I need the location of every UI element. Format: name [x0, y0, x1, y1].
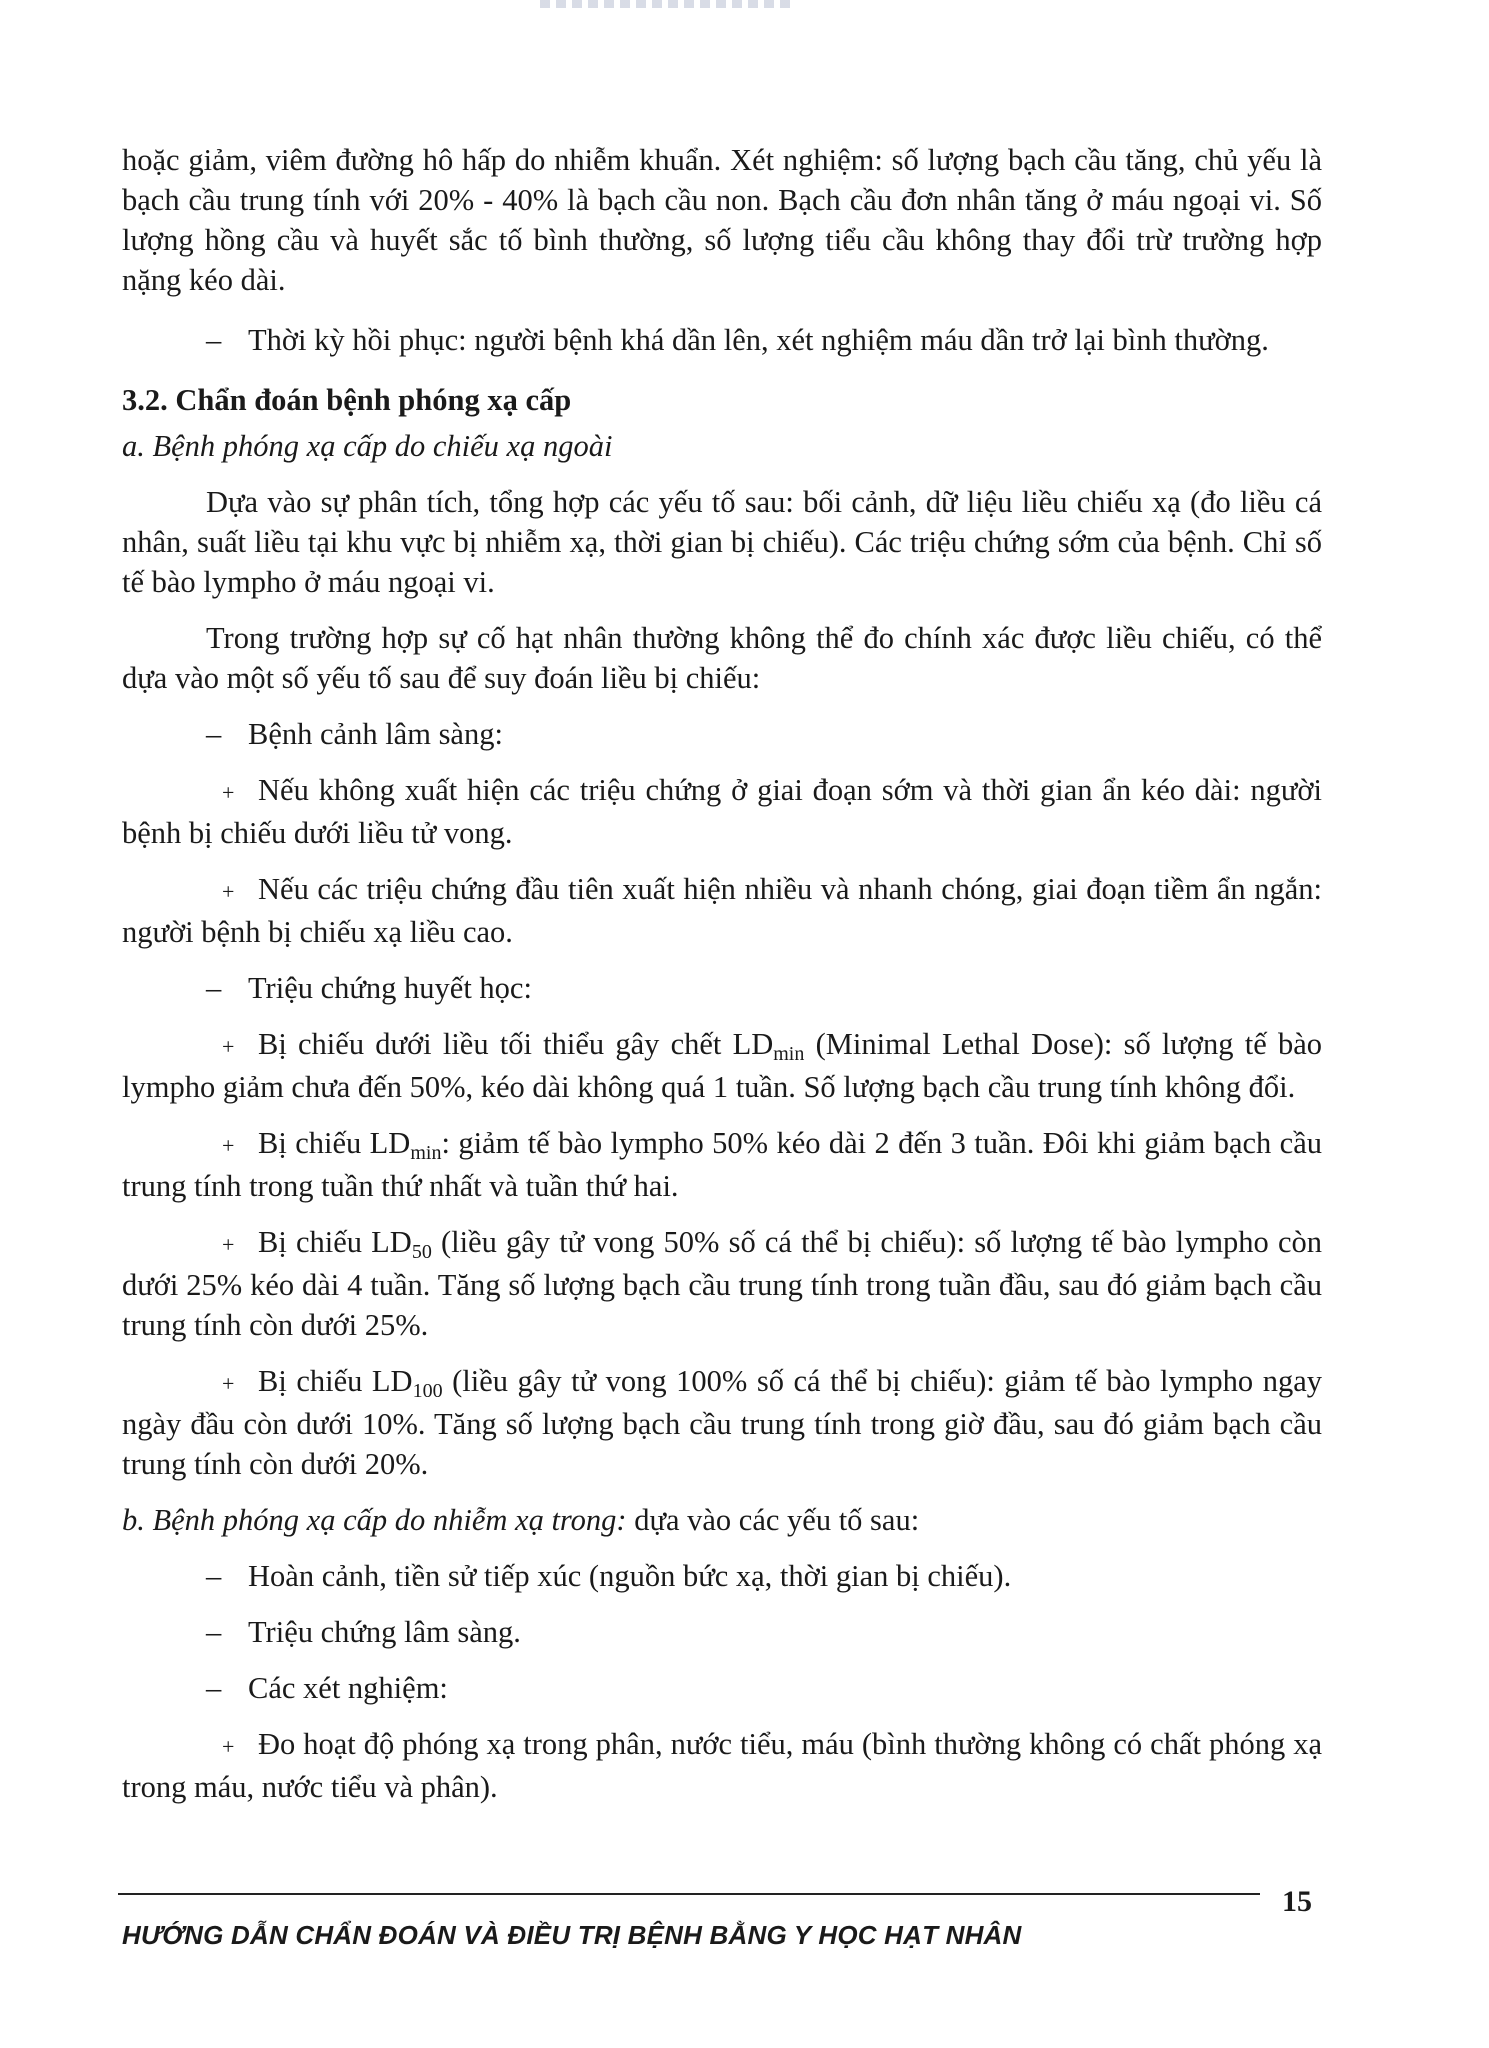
scan-artifact — [540, 0, 790, 8]
list-subitem: + Bị chiếu $LD_{min}$: giảm tế bào lympho 50% kéo dài 2 đến 3 tuần. Đôi khi giảm bạch cầu trung tính trong tuần thứ nhất và tuần thứ hai. — [122, 1126, 1322, 1203]
list-subitem: + Bị chiếu $LD_{100}$ (liều gây tử vong 100% số cá thể bị chiếu): giảm tế bào lympho ngay ngày đầu còn dưới 10%. Tăng số lượng bạch cầu trung tính trong giờ đầu, sau đó giảm bạch cầu trung tính còn dưới 20%. — [122, 1364, 1323, 1481]
list-subitem: + Nếu các triệu chứng đầu tiên xuất hiện nhiều và nhanh chóng, giai đoạn tiềm ẩn ngắn: người bệnh bị chiếu xạ liều cao. — [122, 872, 1322, 949]
paragraph-recovery: – Thời kỳ hồi phục: người bệnh khá dần lên, xét nghiệm máu dần trở lại bình thường. — [122, 320, 1322, 360]
subscript: min — [773, 1043, 805, 1065]
dash-marker: – — [206, 717, 222, 751]
section-heading-3-2: 3.2. Chẩn đoán bệnh phóng xạ cấp — [122, 383, 572, 417]
list-item-history: – Hoàn cảnh, tiền sử tiếp xúc (nguồn bức xạ, thời gian bị chiếu). — [122, 1556, 1322, 1596]
list-subitem: + Nếu không xuất hiện các triệu chứng ở giai đoạn sớm và thời gian ẩn kéo dài: người bệnh bị chiếu dưới liều tử vong. — [122, 773, 1322, 850]
list-subitem: + Bị chiếu $LD_{50}$ (liều gây tử vong 50% số cá thể bị chiếu): số lượng tế bào lympho còn dưới 25% kéo dài 4 tuần. Tăng số lượng bạch cầu trung tính trong tuần đầu, sau đó giảm bạch cầu trung tính còn dưới 25%. — [122, 1225, 1322, 1342]
subheading-a: a. Bệnh phóng xạ cấp do chiếu xạ ngoài — [122, 429, 613, 463]
plus-marker: + — [222, 879, 235, 904]
plus-marker: + — [222, 1034, 235, 1059]
page-body — [122, 140, 1322, 1807]
dash-marker: – — [206, 971, 222, 1005]
list-item-hematology: – Triệu chứng huyết học: — [122, 968, 1322, 1008]
list-item-tests: – Các xét nghiệm: — [122, 1668, 1322, 1708]
dash-marker: – — [206, 1559, 222, 1593]
plus-marker: + — [222, 1734, 235, 1759]
paragraph-1: hoặc giảm, viêm đường hô hấp do nhiễm khuẩn. Xét nghiệm: số lượng bạch cầu tăng, chủ yếu là bạch cầu trung tính với 20% - 40% là bạch cầu non. Bạch cầu đơn nhân tăng ở máu ngoại vi. Số lượng hồng cầu và huyết sắc tố bình thường, số lượng tiểu cầu không thay đổi trừ trường hợp nặng kéo dài. — [122, 143, 1322, 297]
paragraph-incident: Trong trường hợp sự cố hạt nhân thường không thể đo chính xác được liều chiếu, có thể dựa vào một số yếu tố sau để suy đoán liều bị chiếu: — [122, 621, 1322, 695]
subscript: 100 — [412, 1380, 443, 1402]
list-item-symptoms: – Triệu chứng lâm sàng. — [122, 1612, 1322, 1652]
subheading-b: b. Bệnh phóng xạ cấp do nhiễm xạ trong: dựa vào các yếu tố sau: — [122, 1503, 920, 1537]
footer-divider — [118, 1893, 1260, 1895]
dash-marker: – — [206, 1671, 222, 1705]
plus-marker: + — [222, 1232, 235, 1257]
list-item-clinical: – Bệnh cảnh lâm sàng: — [122, 714, 1322, 754]
list-subitem: + Đo hoạt độ phóng xạ trong phân, nước tiểu, máu (bình thường không có chất phóng xạ trong máu, nước tiểu và phân). — [122, 1727, 1322, 1804]
paragraph-analysis: Dựa vào sự phân tích, tổng hợp các yếu tố sau: bối cảnh, dữ liệu liều chiếu xạ (đo liều cá nhân, suất liều tại khu vực bị nhiễm xạ, thời gian bị chiếu). Các triệu chứng sớm của bệnh. Chỉ số tế bào lympho ở máu ngoại vi. — [122, 485, 1322, 599]
running-footer-title: HƯỚNG DẪN CHẨN ĐOÁN VÀ ĐIỀU TRỊ BỆNH BẰNG Y HỌC HẠT NHÂN — [122, 1920, 1022, 1950]
list-subitem: + Bị chiếu dưới liều tối thiểu gây chết $LD_{min}$ (Minimal Lethal Dose): số lượng tế bào lympho giảm chưa đến 50%, kéo dài không quá 1 tuần. Số lượng bạch cầu trung tính không đổi. — [122, 1027, 1322, 1104]
plus-marker: + — [222, 1133, 235, 1158]
dash-marker: – — [206, 1615, 222, 1649]
dash-marker: – — [206, 323, 222, 357]
plus-marker: + — [222, 780, 235, 805]
subscript: min — [410, 1142, 442, 1164]
page-number: 15 — [1282, 1885, 1312, 1918]
subscript: 50 — [411, 1241, 432, 1263]
plus-marker: + — [222, 1371, 235, 1396]
